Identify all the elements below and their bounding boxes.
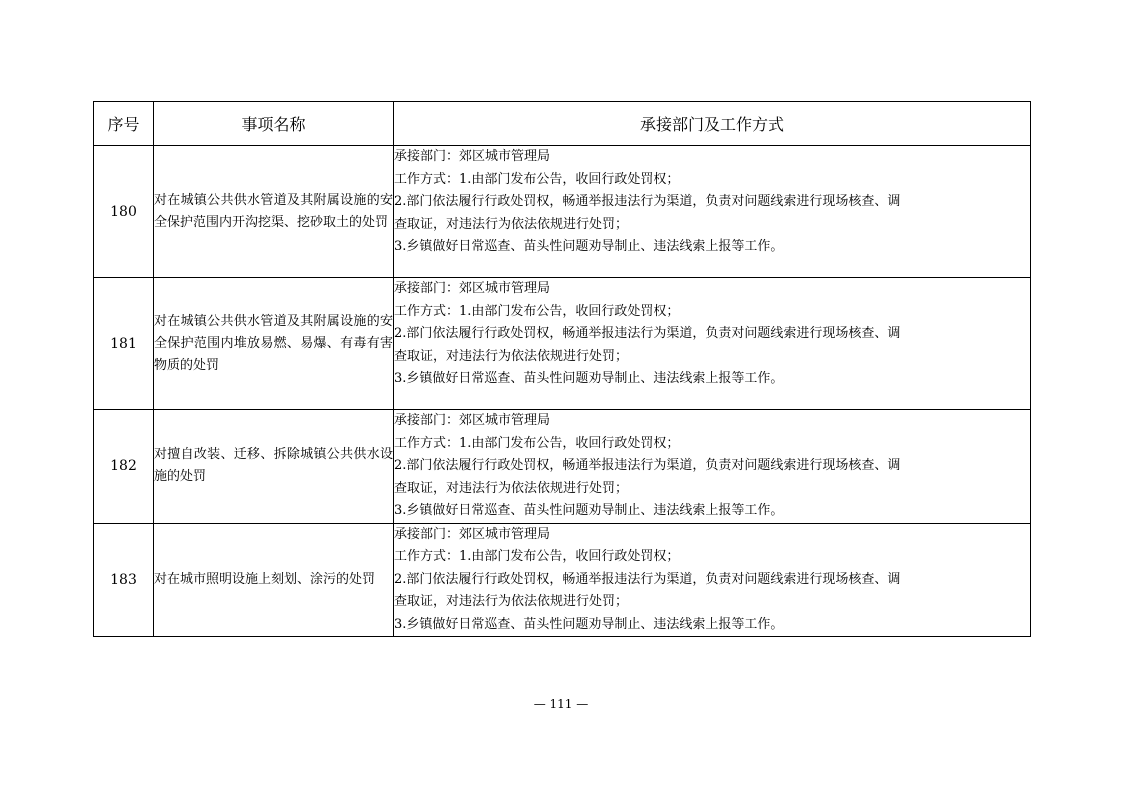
table-row bbox=[94, 523, 1031, 637]
row-name: 对在城镇公共供水管道及其附属设施的安全保护范围内开沟挖渠、挖砂取土的处罚 bbox=[154, 146, 394, 278]
row-method bbox=[394, 146, 1031, 278]
method-line: 查取证，对违法行为依法依规进行处罚； bbox=[394, 480, 629, 496]
row-method bbox=[394, 410, 1031, 524]
table-header-row bbox=[94, 102, 1031, 146]
header-name: 事项名称 bbox=[154, 102, 394, 146]
method-line: 2.部门依法履行行政处罚权，畅通举报违法行为渠道，负责对问题线索进行现场核查、调 bbox=[394, 571, 901, 587]
method-line: 工作方式：1.由部门发布公告，收回行政处罚权； bbox=[394, 435, 680, 451]
method-line: 工作方式：1.由部门发布公告，收回行政处罚权； bbox=[394, 549, 680, 564]
row-num: 181 bbox=[94, 278, 154, 410]
method-line: 查取证，对违法行为依法依规进行处罚； bbox=[394, 216, 629, 232]
method-line: 承接部门：郊区城市管理局 bbox=[394, 413, 551, 428]
row-num: 182 bbox=[94, 410, 154, 524]
table-row bbox=[94, 410, 1031, 524]
method-line: 3.乡镇做好日常巡查、苗头性问题劝导制止、违法线索上报等工作。 bbox=[394, 503, 784, 518]
row-num: 183 bbox=[94, 523, 154, 637]
table-row bbox=[94, 146, 1031, 278]
method-line: 承接部门：郊区城市管理局 bbox=[394, 149, 551, 164]
row-method bbox=[394, 278, 1031, 410]
row-name: 对在城市照明设施上刻划、涂污的处罚 bbox=[154, 523, 394, 637]
method-line: 2.部门依法履行行政处罚权，畅通举报违法行为渠道，负责对问题线索进行现场核查、调 bbox=[394, 194, 901, 209]
page-number: — 111 — bbox=[533, 697, 589, 711]
method-line: 2.部门依法履行行政处罚权，畅通举报违法行为渠道，负责对问题线索进行现场核查、调 bbox=[394, 458, 901, 473]
row-method bbox=[394, 523, 1031, 637]
method-line: 查取证，对违法行为依法依规进行处罚； bbox=[394, 348, 629, 364]
row-name: 对擅自改装、迁移、拆除城镇公共供水设施的处罚 bbox=[154, 410, 394, 524]
method-line: 工作方式：1.由部门发布公告，收回行政处罚权； bbox=[394, 171, 680, 187]
header-num: 序号 bbox=[94, 102, 154, 146]
method-line: 3.乡镇做好日常巡查、苗头性问题劝导制止、违法线索上报等工作。 bbox=[394, 616, 784, 632]
header-method: 承接部门及工作方式 bbox=[394, 102, 1031, 146]
method-line: 承接部门：郊区城市管理局 bbox=[394, 281, 551, 296]
method-line: 查取证，对违法行为依法依规进行处罚； bbox=[394, 594, 629, 609]
method-line: 3.乡镇做好日常巡查、苗头性问题劝导制止、违法线索上报等工作。 bbox=[394, 239, 784, 254]
method-line: 承接部门：郊区城市管理局 bbox=[394, 526, 551, 542]
method-line: 2.部门依法履行行政处罚权，畅通举报违法行为渠道，负责对问题线索进行现场核查、调 bbox=[394, 326, 901, 341]
row-name: 对在城镇公共供水管道及其附属设施的安全保护范围内堆放易燃、易爆、有毒有害物质的处罚 bbox=[154, 278, 394, 410]
method-line: 工作方式：1.由部门发布公告，收回行政处罚权； bbox=[394, 303, 680, 319]
method-line: 3.乡镇做好日常巡查、苗头性问题劝导制止、违法线索上报等工作。 bbox=[394, 371, 784, 386]
row-num: 180 bbox=[94, 146, 154, 278]
table-row bbox=[94, 278, 1031, 410]
items-table bbox=[93, 101, 1031, 637]
